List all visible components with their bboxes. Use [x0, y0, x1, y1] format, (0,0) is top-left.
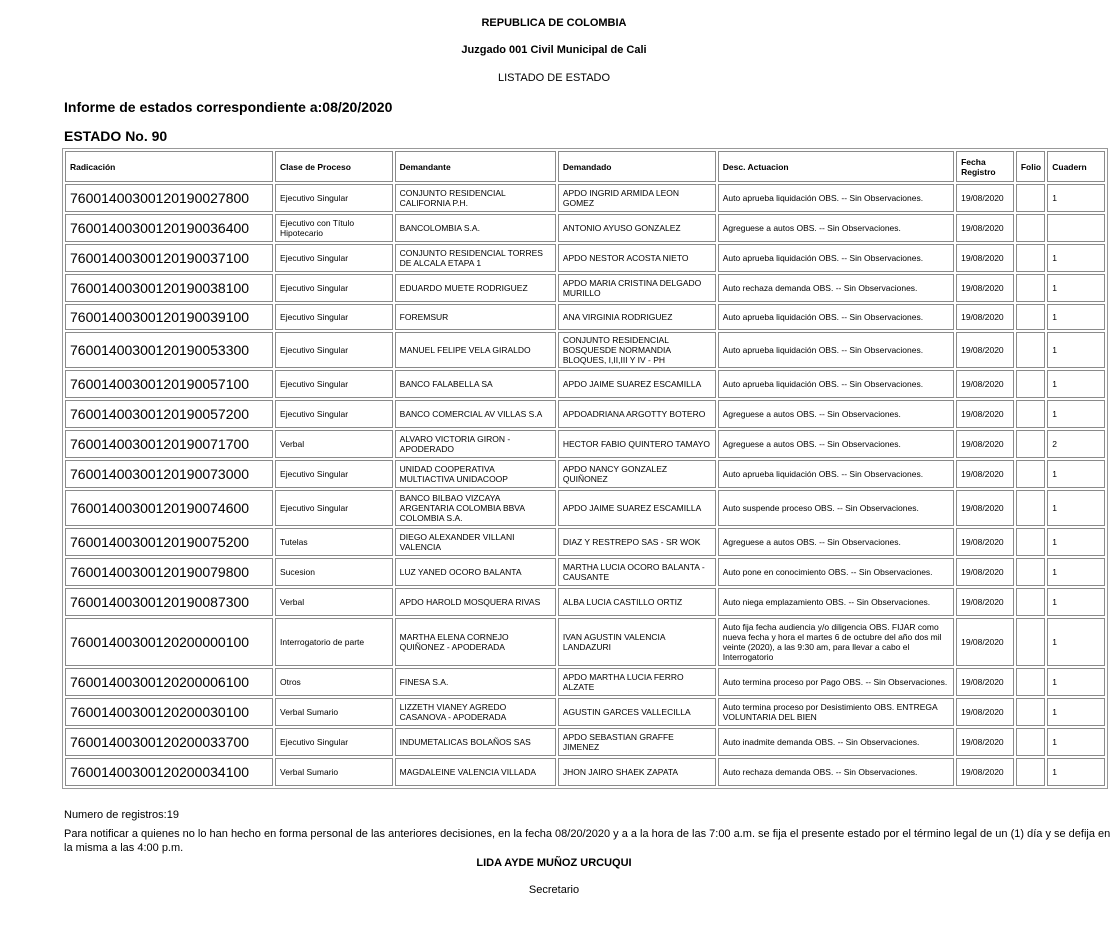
cell-clase: Tutelas: [275, 528, 393, 556]
cell-cuaderno: 1: [1047, 490, 1105, 526]
cell-desc: Agreguese a autos OBS. -- Sin Observaciones.: [718, 400, 954, 428]
cell-desc: Auto aprueba liquidación OBS. -- Sin Observaciones.: [718, 460, 954, 488]
cell-folio: [1016, 490, 1045, 526]
cell-demandado: APDO JAIME SUAREZ ESCAMILLA: [558, 490, 716, 526]
cell-folio: [1016, 214, 1045, 242]
cell-cuaderno: 1: [1047, 668, 1105, 696]
table-row: [65, 370, 1105, 398]
cell-demandante: LIZZETH VIANEY AGREDO CASANOVA - APODERADA: [395, 698, 556, 726]
cell-fecha: 19/08/2020: [956, 698, 1014, 726]
cell-folio: [1016, 304, 1045, 330]
table-row: [65, 668, 1105, 696]
column-header-demandante: Demandante: [395, 151, 556, 182]
cell-folio: [1016, 370, 1045, 398]
cell-fecha: 19/08/2020: [956, 758, 1014, 786]
cell-folio: [1016, 184, 1045, 212]
cell-rad: 76001400300120190057100: [65, 370, 273, 398]
cell-rad: 76001400300120200006100: [65, 668, 273, 696]
cell-rad: 76001400300120190057200: [65, 400, 273, 428]
cell-rad: 76001400300120190036400: [65, 214, 273, 242]
cell-demandante: EDUARDO MUETE RODRIGUEZ: [395, 274, 556, 302]
table-row: [65, 618, 1105, 666]
cell-demandado: APDO SEBASTIAN GRAFFE JIMENEZ: [558, 728, 716, 756]
cell-clase: Ejecutivo Singular: [275, 400, 393, 428]
cell-demandado: APDO MARTHA LUCIA FERRO ALZATE: [558, 668, 716, 696]
cell-fecha: 19/08/2020: [956, 214, 1014, 242]
cell-demandante: BANCOLOMBIA S.A.: [395, 214, 556, 242]
table-row: [65, 698, 1105, 726]
cell-rad: 76001400300120190071700: [65, 430, 273, 458]
cell-desc: Auto aprueba liquidación OBS. -- Sin Observaciones.: [718, 184, 954, 212]
cell-folio: [1016, 430, 1045, 458]
cell-folio: [1016, 728, 1045, 756]
table-row: [65, 400, 1105, 428]
signatory-name: LIDA AYDE MUÑOZ URCUQUI: [476, 857, 632, 869]
cell-clase: Ejecutivo con Título Hipotecario: [275, 214, 393, 242]
cell-rad: 76001400300120190087300: [65, 588, 273, 616]
column-header-folio: Folio: [1016, 151, 1045, 182]
cell-desc: Agreguese a autos OBS. -- Sin Observaciones.: [718, 528, 954, 556]
cell-cuaderno: 1: [1047, 304, 1105, 330]
cell-demandante: BANCO BILBAO VIZCAYA ARGENTARIA COLOMBIA BBVA COLOMBIA S.A.: [395, 490, 556, 526]
cell-clase: Otros: [275, 668, 393, 696]
cell-demandado: MARTHA LUCIA OCORO BALANTA - CAUSANTE: [558, 558, 716, 586]
cell-folio: [1016, 698, 1045, 726]
court-name: Juzgado 001 Civil Municipal de Cali: [461, 44, 647, 56]
column-header-radicacion: Radicación: [65, 151, 273, 182]
cell-demandado: IVAN AGUSTIN VALENCIA LANDAZURI: [558, 618, 716, 666]
table-row: [65, 490, 1105, 526]
cell-fecha: 19/08/2020: [956, 370, 1014, 398]
cell-desc: Auto inadmite demanda OBS. -- Sin Observaciones.: [718, 728, 954, 756]
column-header-fecha: Fecha Registro: [956, 151, 1014, 182]
table-row: [65, 558, 1105, 586]
cell-fecha: 19/08/2020: [956, 244, 1014, 272]
cell-rad: 76001400300120200034100: [65, 758, 273, 786]
cell-clase: Ejecutivo Singular: [275, 184, 393, 212]
cell-demandante: DIEGO ALEXANDER VILLANI VALENCIA: [395, 528, 556, 556]
table-row: [65, 588, 1105, 616]
cell-demandado: HECTOR FABIO QUINTERO TAMAYO: [558, 430, 716, 458]
cell-cuaderno: 1: [1047, 274, 1105, 302]
cell-cuaderno: 1: [1047, 184, 1105, 212]
cell-demandado: AGUSTIN GARCES VALLECILLA: [558, 698, 716, 726]
cell-folio: [1016, 618, 1045, 666]
cell-demandante: FOREMSUR: [395, 304, 556, 330]
cell-cuaderno: 1: [1047, 528, 1105, 556]
cell-demandado: APDO JAIME SUAREZ ESCAMILLA: [558, 370, 716, 398]
cell-folio: [1016, 460, 1045, 488]
cell-clase: Ejecutivo Singular: [275, 332, 393, 368]
cell-fecha: 19/08/2020: [956, 184, 1014, 212]
cell-desc: Auto niega emplazamiento OBS. -- Sin Observaciones.: [718, 588, 954, 616]
cell-demandante: LUZ YANED OCORO BALANTA: [395, 558, 556, 586]
cell-cuaderno: 1: [1047, 698, 1105, 726]
cell-demandante: INDUMETALICAS BOLAÑOS SAS: [395, 728, 556, 756]
cell-fecha: 19/08/2020: [956, 332, 1014, 368]
cell-cuaderno: 2: [1047, 430, 1105, 458]
cell-folio: [1016, 668, 1045, 696]
cell-demandante: CONJUNTO RESIDENCIAL TORRES DE ALCALA ETAPA 1: [395, 244, 556, 272]
cell-rad: 76001400300120200030100: [65, 698, 273, 726]
cell-demandante: APDO HAROLD MOSQUERA RIVAS: [395, 588, 556, 616]
cell-clase: Ejecutivo Singular: [275, 728, 393, 756]
cell-fecha: 19/08/2020: [956, 528, 1014, 556]
table-row: [65, 304, 1105, 330]
cell-cuaderno: 1: [1047, 400, 1105, 428]
cell-demandante: ALVARO VICTORIA GIRON - APODERADO: [395, 430, 556, 458]
table-header-row: [65, 151, 1105, 182]
cell-rad: 76001400300120190074600: [65, 490, 273, 526]
cell-demandado: APDO NESTOR ACOSTA NIETO: [558, 244, 716, 272]
table-body: [65, 184, 1105, 786]
cell-cuaderno: 1: [1047, 618, 1105, 666]
cell-clase: Ejecutivo Singular: [275, 274, 393, 302]
cell-clase: Sucesion: [275, 558, 393, 586]
cell-demandante: MANUEL FELIPE VELA GIRALDO: [395, 332, 556, 368]
column-header-demandado: Demandado: [558, 151, 716, 182]
cell-clase: Verbal: [275, 588, 393, 616]
cell-demandado: JHON JAIRO SHAEK ZAPATA: [558, 758, 716, 786]
cell-rad: 76001400300120190053300: [65, 332, 273, 368]
cell-desc: Auto aprueba liquidación OBS. -- Sin Observaciones.: [718, 370, 954, 398]
cell-desc: Auto termina proceso por Pago OBS. -- Sin Observaciones.: [718, 668, 954, 696]
cell-desc: Auto rechaza demanda OBS. -- Sin Observaciones.: [718, 758, 954, 786]
cell-desc: Agreguese a autos OBS. -- Sin Observaciones.: [718, 430, 954, 458]
cell-desc: Agreguese a autos OBS. -- Sin Observaciones.: [718, 214, 954, 242]
cell-fecha: 19/08/2020: [956, 728, 1014, 756]
table-row: [65, 460, 1105, 488]
cell-fecha: 19/08/2020: [956, 490, 1014, 526]
cell-cuaderno: 1: [1047, 332, 1105, 368]
cell-cuaderno: [1047, 214, 1105, 242]
cell-clase: Verbal: [275, 430, 393, 458]
cell-desc: Auto pone en conocimiento OBS. -- Sin Observaciones.: [718, 558, 954, 586]
court-country: REPUBLICA DE COLOMBIA: [481, 17, 627, 29]
cell-fecha: 19/08/2020: [956, 588, 1014, 616]
cell-desc: Auto rechaza demanda OBS. -- Sin Observaciones.: [718, 274, 954, 302]
cell-demandado: APDO INGRID ARMIDA LEON GOMEZ: [558, 184, 716, 212]
cell-rad: 76001400300120190075200: [65, 528, 273, 556]
cell-fecha: 19/08/2020: [956, 460, 1014, 488]
cell-rad: 76001400300120190073000: [65, 460, 273, 488]
cell-demandante: UNIDAD COOPERATIVA MULTIACTIVA UNIDACOOP: [395, 460, 556, 488]
document-title: LISTADO DE ESTADO: [497, 72, 611, 84]
cell-demandante: BANCO COMERCIAL AV VILLAS S.A: [395, 400, 556, 428]
cell-cuaderno: 1: [1047, 244, 1105, 272]
cell-fecha: 19/08/2020: [956, 304, 1014, 330]
cell-folio: [1016, 274, 1045, 302]
table-row: [65, 332, 1105, 368]
table-row: [65, 728, 1105, 756]
cell-clase: Ejecutivo Singular: [275, 370, 393, 398]
cell-desc: Auto aprueba liquidación OBS. -- Sin Observaciones.: [718, 332, 954, 368]
column-header-cuaderno: Cuadern: [1047, 151, 1105, 182]
record-count: Numero de registros:19: [64, 809, 179, 821]
table-row: [65, 184, 1105, 212]
table-row: [65, 430, 1105, 458]
report-date-heading: Informe de estados correspondiente a:08/20/2020: [64, 99, 393, 115]
estado-number: ESTADO No. 90: [64, 128, 168, 144]
cell-demandante: MAGDALEINE VALENCIA VILLADA: [395, 758, 556, 786]
cell-clase: Verbal Sumario: [275, 698, 393, 726]
cell-cuaderno: 1: [1047, 460, 1105, 488]
cell-rad: 76001400300120190037100: [65, 244, 273, 272]
cell-folio: [1016, 244, 1045, 272]
cell-folio: [1016, 528, 1045, 556]
cell-clase: Interrogatorio de parte: [275, 618, 393, 666]
column-header-desc: Desc. Actuacion: [718, 151, 954, 182]
cell-demandante: FINESA S.A.: [395, 668, 556, 696]
table-row: [65, 274, 1105, 302]
cell-clase: Ejecutivo Singular: [275, 304, 393, 330]
cell-demandante: BANCO FALABELLA SA: [395, 370, 556, 398]
table-row: [65, 758, 1105, 786]
table-row: [65, 528, 1105, 556]
table-row: [65, 244, 1105, 272]
cell-rad: 76001400300120200000100: [65, 618, 273, 666]
cell-fecha: 19/08/2020: [956, 400, 1014, 428]
estado-table-container: [62, 148, 1087, 789]
cell-rad: 76001400300120190038100: [65, 274, 273, 302]
cell-demandado: ANA VIRGINIA RODRIGUEZ: [558, 304, 716, 330]
cell-fecha: 19/08/2020: [956, 430, 1014, 458]
cell-demandado: ALBA LUCIA CASTILLO ORTIZ: [558, 588, 716, 616]
column-header-clase: Clase de Proceso: [275, 151, 393, 182]
cell-desc: Auto suspende proceso OBS. -- Sin Observaciones.: [718, 490, 954, 526]
cell-folio: [1016, 400, 1045, 428]
cell-desc: Auto fija fecha audiencia y/o diligencia OBS. FIJAR como nueva fecha y hora el martes 6 de octubre del año dos mil veinte (2020), a las 9:30 am, para llevar a cabo el Interrogatorio: [718, 618, 954, 666]
notification-text: Para notificar a quienes no lo han hecho en forma personal de las anteriores decisiones, en la fecha 08/20/2020 y a a la hora de las 7:00 a.m. se fija el presente estado por el término legal de un (1) día y se defija en la misma a las 4:00 p.m.: [64, 828, 1111, 854]
cell-clase: Ejecutivo Singular: [275, 460, 393, 488]
cell-rad: 76001400300120190039100: [65, 304, 273, 330]
cell-cuaderno: 1: [1047, 588, 1105, 616]
cell-folio: [1016, 758, 1045, 786]
cell-clase: Ejecutivo Singular: [275, 490, 393, 526]
cell-fecha: 19/08/2020: [956, 558, 1014, 586]
cell-rad: 76001400300120200033700: [65, 728, 273, 756]
cell-desc: Auto aprueba liquidación OBS. -- Sin Observaciones.: [718, 304, 954, 330]
cell-demandante: MARTHA ELENA CORNEJO QUIÑONEZ - APODERADA: [395, 618, 556, 666]
cell-fecha: 19/08/2020: [956, 274, 1014, 302]
cell-cuaderno: 1: [1047, 558, 1105, 586]
estado-table: [62, 148, 1108, 789]
cell-desc: Auto termina proceso por Desistimiento OBS. ENTREGA VOLUNTARIA DEL BIEN: [718, 698, 954, 726]
cell-rad: 76001400300120190079800: [65, 558, 273, 586]
cell-cuaderno: 1: [1047, 370, 1105, 398]
cell-demandado: CONJUNTO RESIDENCIAL BOSQUESDE NORMANDIA BLOQUES, I,II,III Y IV - PH: [558, 332, 716, 368]
cell-demandado: APDO MARIA CRISTINA DELGADO MURILLO: [558, 274, 716, 302]
signatory-title: Secretario: [528, 884, 580, 896]
cell-folio: [1016, 588, 1045, 616]
cell-cuaderno: 1: [1047, 758, 1105, 786]
cell-clase: Ejecutivo Singular: [275, 244, 393, 272]
cell-demandado: DIAZ Y RESTREPO SAS - SR WOK: [558, 528, 716, 556]
cell-folio: [1016, 558, 1045, 586]
cell-fecha: 19/08/2020: [956, 668, 1014, 696]
cell-demandado: ANTONIO AYUSO GONZALEZ: [558, 214, 716, 242]
cell-demandante: CONJUNTO RESIDENCIAL CALIFORNIA P.H.: [395, 184, 556, 212]
cell-folio: [1016, 332, 1045, 368]
cell-rad: 76001400300120190027800: [65, 184, 273, 212]
cell-fecha: 19/08/2020: [956, 618, 1014, 666]
table-row: [65, 214, 1105, 242]
cell-demandado: APDOADRIANA ARGOTTY BOTERO: [558, 400, 716, 428]
cell-clase: Verbal Sumario: [275, 758, 393, 786]
cell-demandado: APDO NANCY GONZALEZ QUIÑONEZ: [558, 460, 716, 488]
cell-cuaderno: 1: [1047, 728, 1105, 756]
cell-desc: Auto aprueba liquidación OBS. -- Sin Observaciones.: [718, 244, 954, 272]
